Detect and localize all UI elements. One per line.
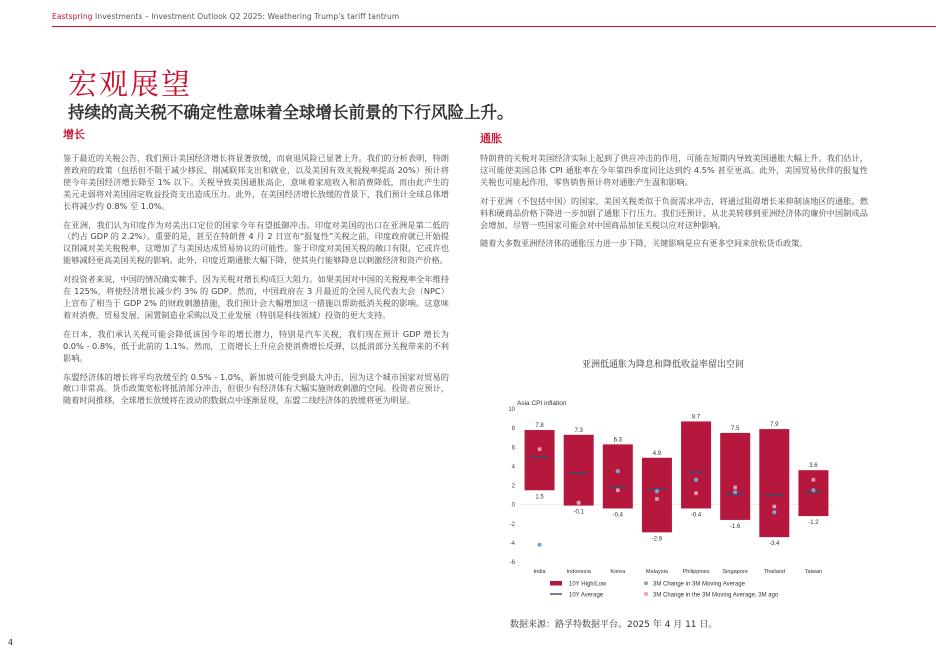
x-tick-label: Indonesia (566, 569, 591, 575)
growth-paragraph: 在亚洲，我们认为印度作为对美出口定位的国家今年有望抵御冲击。印度对美国的出口在亚洲是第二低的（约占 GDP 的 2.2%）。重要的是，甚至在特朗普 4 月 2 日宣布“报复性”关税之前，印度政府就已开始提议削减对美关税税率，这增加了与美国达成贸易协议的可能性。鉴于印度对美国关税的敞口有限，它或许也能够减轻更高美国关税的影响。此外，印度近期通胀大幅下降，使其央行能够降息以刺激经济和资产价格。 (63, 219, 449, 266)
high-low-bar (720, 433, 750, 520)
x-tick-label: Thailand (763, 569, 786, 575)
y-tick-label: 6 (511, 445, 515, 452)
change-3m-dot (772, 510, 776, 514)
x-tick-label: Korea (610, 569, 626, 575)
chart-legend (550, 581, 779, 599)
low-data-label: -0.1 (573, 509, 584, 516)
high-data-label: 3.6 (809, 463, 818, 470)
growth-paragraph: 在日本，我们承认关税可能会降低该国今年的增长潜力，特别是汽车关税，我们现在预计 GDP 增长为 0.0% - 0.8%，低于此前的 1.1%。然而，工资增长上升应会使消费增长反弹，以抵消部分关税带来的不利影响。 (63, 328, 449, 363)
growth-paragraph: 鉴于最近的关税公告，我们预计美国经济增长将显著放缓，而衰退风险已显著上升。我们的分析表明，特朗普政府的政策（包括但不限于减少移民、削减联邦支出和就业，以及美国有效关税税率提高 20%）预计将使今年美国经济增长降至 1% 以下。关税导致美国通胀高企，意味着家庭收入和消费降低，而由此产生的美元走弱将对美国固定收益投资支出造成压力。此外，在美国经济增长放缓的背景下，我们预计全球总体增长将减少约 0.8% 至 1.0%。 (63, 153, 449, 211)
change-3m-dot (733, 490, 737, 494)
x-tick-label: Malaysia (645, 569, 668, 575)
high-data-label: 7.5 (731, 425, 740, 432)
high-low-bar (759, 429, 789, 537)
chart-title: 亚洲低通胀为降息和降低收益率留出空间 (581, 360, 744, 370)
x-tick-label: India (533, 569, 546, 575)
high-low-bar (681, 421, 711, 508)
header-brand: Eastspring (52, 12, 93, 21)
page-title: 宏观展望 (68, 67, 193, 101)
change-3m-ago-marker (538, 447, 542, 451)
legend-label: 3M Change in 3M Moving Average (653, 581, 745, 588)
x-tick-label: Taiwan (804, 569, 823, 575)
asia-cpi-chart (498, 378, 838, 610)
high-low-bar (525, 430, 555, 490)
change-3m-dot (655, 489, 659, 493)
y-tick-label: 2 (511, 483, 515, 490)
page-subtitle: 持续的高关税不确定性意味着全球增长前景的下行风险上升。 (68, 103, 514, 122)
low-data-label: -3.4 (769, 541, 780, 548)
legend-swatch-change-3m (644, 581, 648, 585)
legend-label: 3M Change in the 3M Moving Average, 3M ago (653, 592, 779, 599)
high-data-label: 4.9 (652, 450, 662, 457)
header-text: Investments – Investment Outlook Q2 2025: Weathering Trump’s tariff tantrum (92, 12, 400, 21)
chart-source: 数据来源：路孚特数据平台。2025 年 4 月 11 日。 (510, 620, 718, 630)
low-data-label: -2.9 (651, 536, 663, 543)
growth-column (63, 153, 449, 414)
legend-swatch-change-3m-ago (644, 592, 648, 596)
growth-paragraph: 对投资者来说，中国的情况确实棘手，因为关税对增长构成巨大阻力。如果美国对中国的关税税率全年维持在 125%，将使经济增长减少约 3% 的 GDP。然而，中国政府在 3 月最近的全国人民代表大会（NPC）上宣布了相当于 GDP 2% 的财政刺激措施，我们预计会大幅增加这一措施以帮助抵消关税的影响。这意味着对消费、贸易发展、闲置制造业采购以及工业发展（特别是科技领域）投资的更大支持。 (63, 274, 449, 320)
low-data-label: -1.6 (730, 523, 741, 530)
y-tick-label: 0 (511, 502, 515, 509)
inflation-paragraph: 对于亚洲（不包括中国）的国家，美国关税类似于负面需求冲击，将通过阻碍增长来抑制该地区的通胀。燃料和硬商品价格下降进一步加剧了通胀下行压力。我们还预计，从北美转移到亚洲经济体的廉价中国制成品会增加，尽管一些国家可能会对中国商品加征关税以应对这种影响。 (480, 195, 868, 230)
high-low-bar (603, 444, 633, 508)
legend-label: 10Y High/Low (569, 581, 607, 588)
change-3m-dot (616, 469, 620, 473)
change-3m-ago-marker (616, 488, 620, 492)
high-data-label: 8.7 (691, 414, 701, 421)
change-3m-ago-marker (812, 478, 816, 482)
change-3m-ago-marker (733, 486, 737, 490)
change-3m-ago-marker (655, 497, 659, 501)
low-data-label: -1.2 (808, 520, 819, 527)
y-tick-label: 4 (511, 464, 515, 471)
high-low-bar (642, 458, 672, 533)
y-tick-label: -2 (509, 521, 515, 528)
low-data-label: -0.4 (612, 512, 623, 519)
change-3m-dot (694, 478, 698, 482)
y-tick-label: 8 (511, 426, 515, 433)
low-data-label: -0.4 (690, 512, 702, 519)
y-tick-label: -4 (509, 540, 515, 547)
header-rule (52, 26, 936, 27)
high-data-label: 7.3 (574, 427, 583, 434)
page-number: 4 (8, 638, 14, 647)
y-tick-label: 10 (508, 407, 515, 413)
chart-subtitle: Asia CPI inflation (517, 400, 567, 407)
growth-paragraph: 东盟经济体的增长将平均放缓至约 0.5% - 1.0%，新加坡可能受到最大冲击，因为这个城市国家对贸易的敞口非常高。货币政策宽松将抵消部分冲击，但很少有经济体有大幅实施财政刺激的空间。投资者应预计，随着时间推移，全球增长放缓将在波动的数据点中逐渐显现，东盟二线经济体的放缓将更为明显。 (63, 371, 449, 406)
change-3m-ago-marker (773, 505, 777, 509)
high-data-label: 7.8 (535, 423, 544, 430)
low-data-label: 1.5 (535, 494, 544, 501)
change-3m-dot (537, 543, 541, 547)
legend-label: 10Y Average (569, 592, 604, 599)
inflation-heading: 通胀 (480, 132, 502, 145)
high-data-label: 6.3 (613, 437, 622, 444)
high-low-bar (798, 470, 828, 516)
inflation-column (480, 153, 868, 257)
growth-heading: 增长 (63, 128, 85, 141)
high-low-bar (564, 435, 594, 506)
y-tick-label: -6 (509, 560, 515, 566)
change-3m-dot (811, 488, 815, 492)
high-data-label: 7.9 (770, 422, 779, 429)
change-3m-ago-marker (694, 491, 698, 495)
legend-swatch-high-low (550, 581, 562, 586)
change-3m-ago-marker (577, 501, 581, 505)
inflation-paragraph: 随着大多数亚洲经济体的通胀压力进一步下降，关键影响是应有更多空间来放松货币政策。 (480, 238, 808, 249)
x-tick-label: Singapore (722, 569, 748, 575)
x-tick-label: Philippines (682, 569, 710, 575)
inflation-paragraph: 特朗普的关税对美国经济实际上起到了供应冲击的作用，可能在短期内导致美国通胀大幅上升。我们估计，这可能使美国总体 CPI 通胀率在今年第四季度同比达到约 4.5% 甚至更高。此外，美国贸易伙伴的报复性关税也可能起作用，零售销售预计将对通胀产生温和影响。 (480, 153, 868, 187)
running-header (52, 12, 399, 21)
